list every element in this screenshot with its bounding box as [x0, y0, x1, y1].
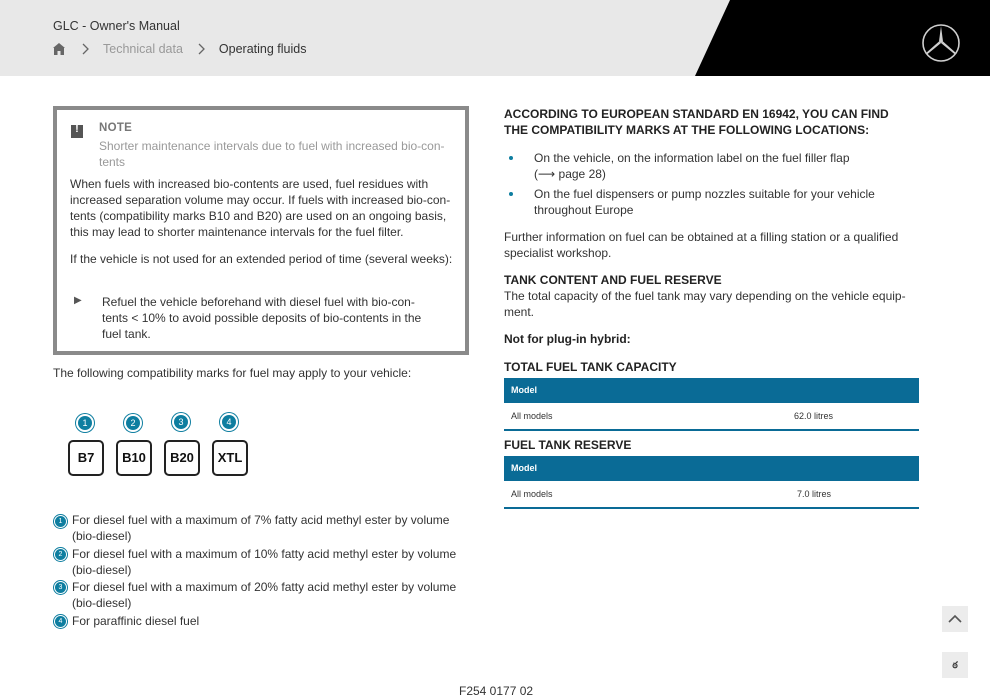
standard-heading: ACCORDING TO EUROPEAN STANDARD EN 16942, YOU CAN FIND THE COMPATIBILITY MARKS AT THE FOLLOWING LOCATIONS:	[504, 107, 889, 137]
table-cell-value: 7.0 litres	[797, 489, 832, 499]
table-header: Model	[504, 378, 919, 403]
compatibility-mark-b7: B7	[68, 440, 104, 476]
compatibility-mark-xtl: XTL	[212, 440, 248, 476]
figure-code: F254 0177 02	[459, 684, 534, 698]
chevron-right-icon	[197, 43, 205, 55]
callout-number: 4	[55, 616, 66, 627]
compatibility-mark-b20: B20	[164, 440, 200, 476]
table-row	[504, 403, 919, 431]
reserve-table	[504, 456, 919, 509]
capacity-table	[504, 378, 919, 431]
callout-number: 3	[55, 582, 66, 593]
reserve-heading: FUEL TANK RESERVE	[504, 438, 632, 452]
note-paragraph: If the vehicle is not used for an extended period of time (several weeks):	[70, 252, 453, 266]
callout-number: 4	[222, 415, 236, 429]
compatibility-mark-b10: B10	[116, 440, 152, 476]
capacity-heading: TOTAL FUEL TANK CAPACITY	[504, 360, 677, 374]
note-subtitle: Shorter maintenance intervals due to fuel with increased bio-con-tents	[99, 139, 445, 169]
manual-title: GLC - Owner's Manual	[53, 19, 180, 33]
warning-icon	[71, 125, 83, 138]
bullet-dot-icon	[509, 192, 513, 196]
note-box	[53, 106, 469, 355]
page-reference-link[interactable]: (⟶ page 28)	[534, 167, 606, 181]
callout-number: 2	[55, 549, 66, 560]
location-item	[534, 150, 904, 182]
brand-star-logo	[920, 22, 962, 64]
chevron-right-icon	[81, 43, 89, 55]
chevron-up-icon	[942, 606, 968, 632]
home-icon[interactable]	[53, 43, 65, 55]
further-info: Further information on fuel can be obtained at a filling station or a qualified specialist workshop.	[504, 230, 899, 260]
callout-number: 2	[126, 416, 140, 430]
table-cell-model: All models	[511, 489, 553, 499]
marks-intro: The following compatibility marks for fuel may apply to your vehicle:	[53, 366, 412, 380]
table-header: Model	[504, 456, 919, 481]
tank-text: The total capacity of the fuel tank may vary depending on the vehicle equip-ment.	[504, 289, 906, 319]
not-plugin-label: Not for plug-in hybrid:	[504, 332, 631, 346]
location-item: On the fuel dispensers or pump nozzles suitable for your vehicle throughout Europe	[534, 187, 875, 217]
triangle-bullet-icon: ▶	[74, 295, 82, 306]
breadcrumb-technical-data[interactable]: Technical data	[103, 42, 183, 56]
fuel-item: For diesel fuel with a maximum of 20% fatty acid methyl ester by volume (bio-diesel)	[72, 580, 457, 610]
table-row	[504, 481, 919, 509]
location-text: On the vehicle, on the information label on the fuel filler flap	[534, 151, 850, 165]
note-label: NOTE	[99, 122, 133, 134]
table-cell-value: 62.0 litres	[794, 411, 834, 421]
fuel-item: For diesel fuel with a maximum of 7% fatty acid methyl ester by volume (bio-diesel)	[72, 513, 450, 543]
breadcrumb-operating-fluids: Operating fluids	[218, 42, 307, 56]
table-cell-model: All models	[511, 411, 553, 421]
callout-number: 3	[174, 415, 188, 429]
callout-number: 1	[55, 516, 66, 527]
note-paragraph: When fuels with increased bio-contents are used, fuel residues with increased separation volume may occur. If fuels with increased bio-con-tents (compatibility marks B10 and B20) are used on an ongoing basis, this may lead to shorter maintenance intervals for the fuel filter.	[70, 177, 451, 239]
tank-heading: TANK CONTENT AND FUEL RESERVE	[504, 273, 722, 287]
note-action: Refuel the vehicle beforehand with diesel fuel with bio-con-tents < 10% to avoid possible deposits of bio-contents in the fuel tank.	[102, 295, 422, 341]
callout-number: 1	[78, 416, 92, 430]
page-button[interactable]: ఠ	[942, 652, 968, 678]
scroll-to-top-button[interactable]	[942, 606, 968, 632]
breadcrumb	[53, 42, 306, 56]
fuel-item: For paraffinic diesel fuel	[72, 614, 200, 628]
fuel-item: For diesel fuel with a maximum of 10% fatty acid methyl ester by volume (bio-diesel)	[72, 547, 457, 577]
bullet-dot-icon	[509, 156, 513, 160]
